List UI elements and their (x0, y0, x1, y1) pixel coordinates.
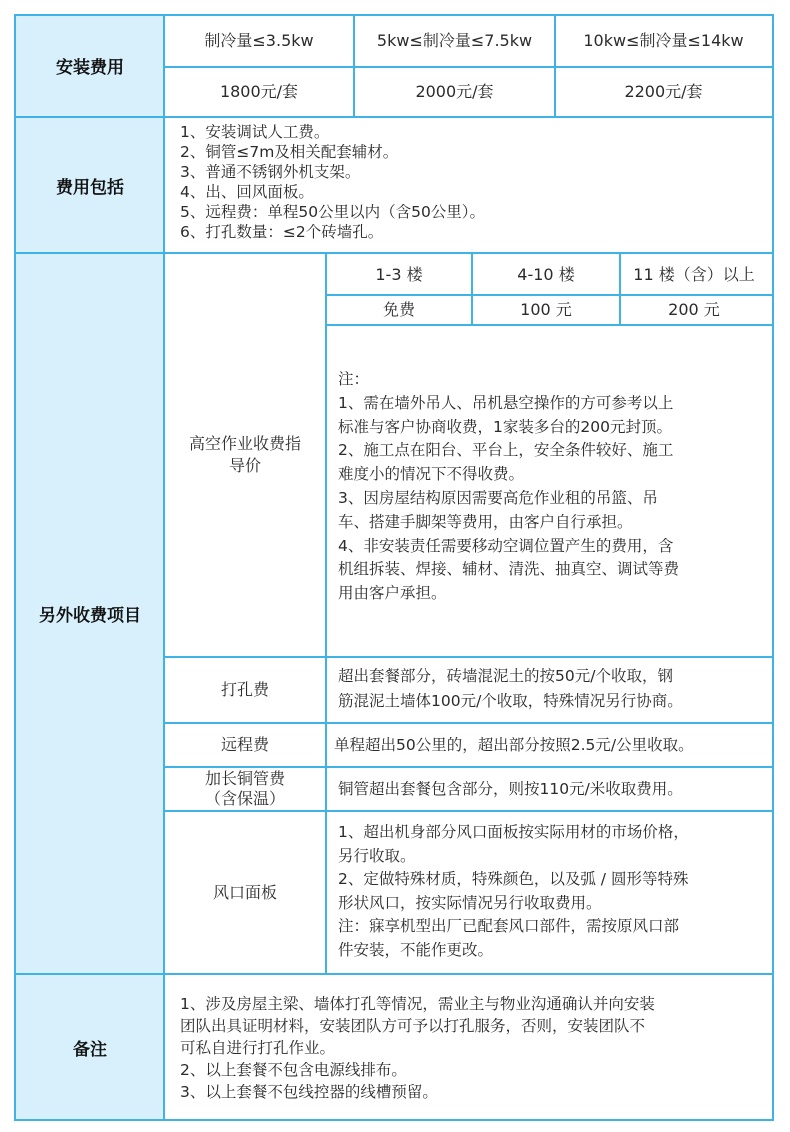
high-altitude-label (180, 253, 310, 657)
drilling-label: 打孔费 (220, 680, 269, 699)
list-item: 3、普通不锈钢外机支架。 (180, 163, 361, 181)
distance-text (334, 735, 694, 755)
distance-label: 远程费 (220, 735, 269, 754)
remark-line: 1、涉及房屋主梁、墙体打孔等情况，需业主与物业沟通确认并向安装 (180, 995, 655, 1013)
vent-line: 件安装，不能作更改。 (338, 940, 494, 959)
fee-includes-list (180, 122, 485, 242)
note-line: 标准与客户协商收费，1家装多台的200元封顶。 (338, 417, 672, 436)
list-item: 1、安装调试人工费。 (180, 123, 330, 141)
note-line: 1、需在墙外吊人、吊机悬空操作的方可参考以上 (338, 393, 674, 412)
note-line: 4、非安装责任需要移动空调位置产生的费用，含 (338, 536, 674, 555)
vent-line: 2、定做特殊材质，特殊颜色，以及弧 / 圆形等特殊 (338, 870, 689, 888)
floor-price-3: 200 元 (668, 300, 720, 319)
floor-3: 11 楼（含）以上 (633, 265, 755, 284)
tier-3: 10kw≤制冷量≤14kw (583, 31, 744, 50)
price-2: 2000元/套 (415, 81, 494, 101)
distance-line: 单程超出50公里的，超出部分按照2.5元/公里收取。 (334, 736, 694, 754)
remark-line: 团队出具证明材料，安装团队方可予以打孔服务，否则，安装团队不 (180, 1017, 646, 1035)
list-item: 4、出、回风面板。 (180, 183, 314, 201)
floor-price-2: 100 元 (520, 300, 572, 319)
tier-2: 5kw≤制冷量≤7.5kw (376, 31, 533, 50)
pipe-line: 铜管超出套餐包含部分，则按110元/米收取费用。 (338, 780, 683, 798)
note-line: 车、搭建手脚架等费用，由客户自行承担。 (338, 512, 633, 531)
note-line: 难度小的情况下不得收费。 (338, 465, 525, 484)
install-fee-label: 安装费用 (16, 14, 164, 117)
remarks-label: 备注 (16, 974, 164, 1120)
drilling-text (338, 664, 683, 714)
vent-line: 1、超出机身部分风口面板按实际用材的市场价格， (338, 823, 689, 841)
note-line: 机组拆装、焊接、辅材、清洗、抽真空、调试等费 (338, 560, 680, 579)
pipe-label-line2: （含保温） (204, 789, 285, 808)
remark-line: 可私自进行打孔作业。 (180, 1039, 336, 1057)
pipe-label (164, 767, 326, 811)
extra-charges-label: 另外收费项目 (16, 253, 164, 974)
floor-price-1: 免费 (382, 300, 415, 319)
price-1: 1800元/套 (219, 81, 299, 101)
pipe-text (338, 779, 683, 799)
note-line: 3、因房屋结构原因需要高危作业租的吊篮、吊 (338, 488, 658, 507)
drilling-line: 超出套餐部分，砖墙混泥土的按50元/个收取，钢 (338, 667, 673, 685)
list-item: 5、远程费：单程50公里以内（含50公里）。 (180, 203, 486, 221)
drilling-line: 筋混泥土墙体100元/个收取，特殊情况另行协商。 (338, 692, 683, 710)
price-3: 2200元/套 (624, 81, 703, 101)
vent-line: 另行收取。 (338, 846, 416, 865)
list-item: 2、铜管≤7m及相关配套辅材。 (180, 143, 399, 161)
note-line: 用由客户承担。 (338, 584, 447, 603)
remark-line: 3、以上套餐不包线控器的线槽预留。 (180, 1083, 438, 1101)
vent-label: 风口面板 (212, 882, 277, 902)
vent-text (338, 821, 689, 962)
fee-includes-label: 费用包括 (16, 117, 164, 253)
tier-1: 制冷量≤3.5kw (204, 31, 314, 50)
note-line: 注： (338, 370, 370, 388)
list-item: 6、打孔数量：≤2个砖墙孔。 (180, 223, 384, 241)
note-line: 2、施工点在阳台、平台上，安全条件较好、施工 (338, 441, 674, 460)
vent-line: 注：寐享机型出厂已配套风口部件，需按原风口部 (338, 917, 680, 935)
remark-line: 2、以上套餐不包含电源线排布。 (180, 1061, 407, 1079)
high-altitude-notes (338, 368, 679, 606)
pipe-label-line1: 加长铜管费 (204, 769, 285, 788)
floor-1: 1-3 楼 (375, 265, 423, 284)
floor-2: 4-10 楼 (517, 265, 575, 284)
high-altitude-label-text: 高空作业收费指导价 (188, 434, 301, 475)
vent-line: 形状风口，按实际情况另行收取费用。 (338, 893, 602, 912)
remarks-list (180, 993, 655, 1103)
